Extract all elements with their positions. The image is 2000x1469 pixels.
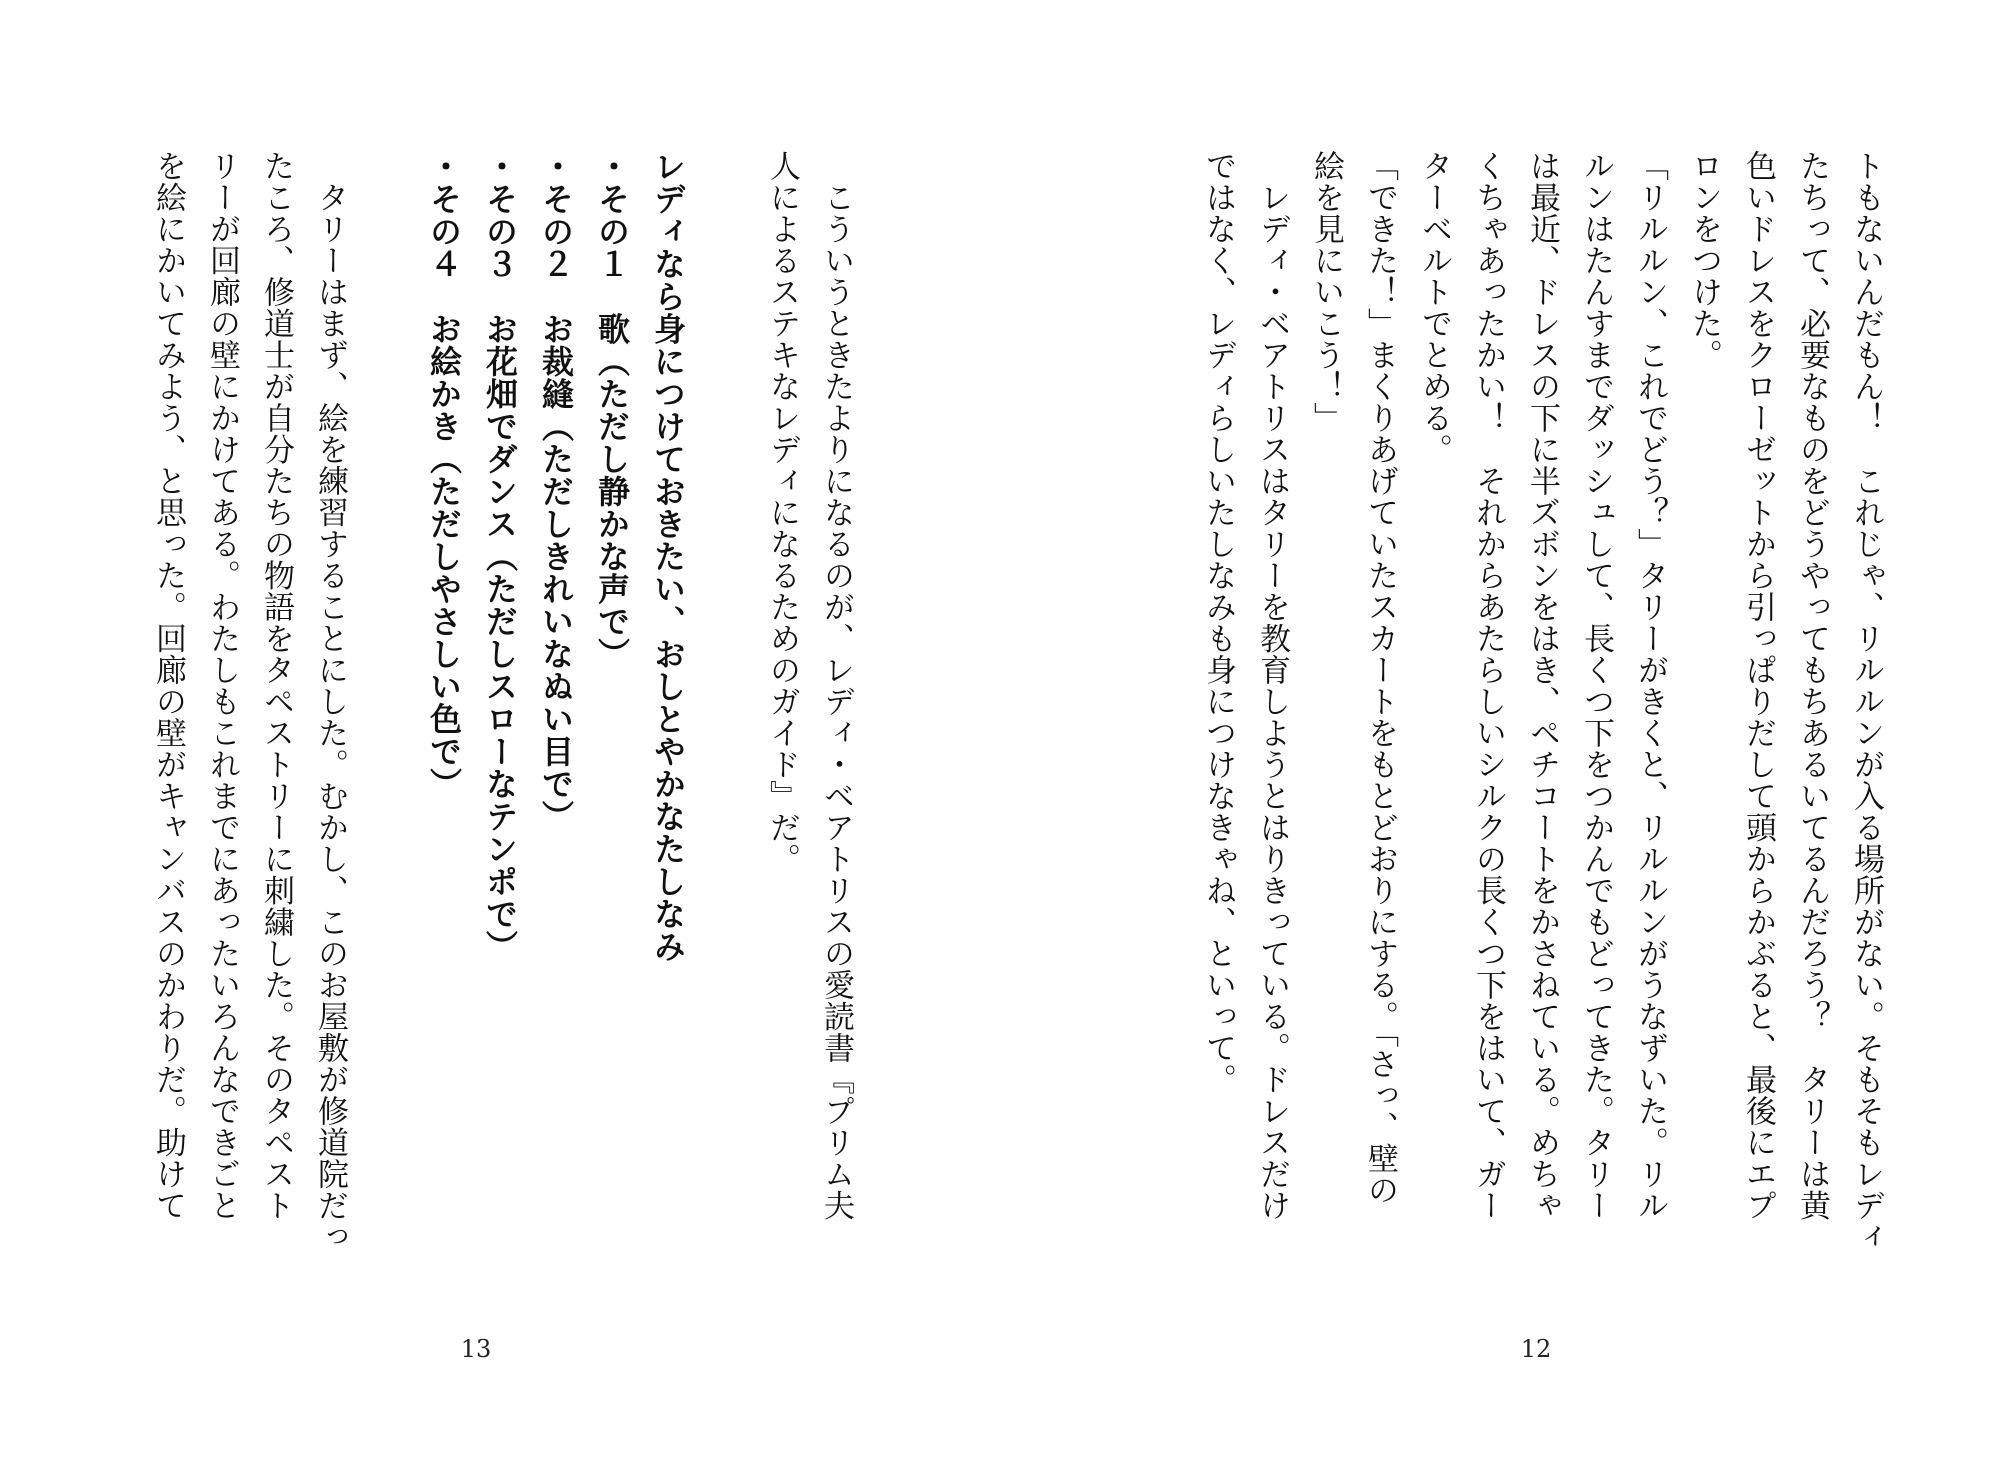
page-number: 12 <box>1520 1335 1552 1363</box>
text-line: ロンをつけた。 <box>1686 150 1722 371</box>
text-line: レディ・ベアトリスはタリーを教育しようとはりきっている。ドレスだけ <box>1254 150 1290 1221</box>
list-item: ・その２ お裁縫（ただしきれいなぬい目で） <box>537 150 575 833</box>
text-line: 「できた！」まくりあげていたスカートをもとどおりにする。「さっ、壁の <box>1362 150 1398 1206</box>
text-line: ルンはたんすまでダッシュして、長くつ下をつかんでもどってきた。タリー <box>1578 150 1614 1221</box>
text-line: 絵を見にいこう！」 <box>1308 150 1344 434</box>
text-line: タリーはまず、絵を練習することにした。むかし、このお屋敷が修道院だっ <box>312 150 348 1253</box>
text-line: くちゃあったかい！ それからあたらしいシルクの長くつ下をはいて、ガー <box>1470 150 1506 1221</box>
blank-line <box>362 150 418 1270</box>
right-page <box>1000 0 2000 1469</box>
blank-line <box>700 150 756 1270</box>
text-line: を絵にかいてみよう、と思った。回廊の壁がキャンバスのかわりだ。助けて <box>150 150 186 1221</box>
list-item: ・その４ お絵かき（ただしやさしい色で） <box>425 150 463 800</box>
text-line: こういうときたよりになるのが、レディ・ベアトリスの愛読書『プリム夫 <box>818 150 854 1221</box>
page-number: 13 <box>460 1335 492 1363</box>
text-line: トもないんだもん！ これじゃ、リルルンが入る場所がない。そもそもレディ <box>1848 150 1884 1253</box>
list-item: ・その３ お花畑でダンス（ただしスローなテンポで） <box>481 150 519 963</box>
text-line: 「リルルン、これでどう？」タリーがきくと、リルルンがうなずいた。リル <box>1632 150 1668 1221</box>
list-heading: レディなら身につけておきたい、おしとやかなたしなみ <box>649 150 687 963</box>
text-line: たちって、必要なものをどうやってもちあるいてるんだろう？ タリーは黄 <box>1794 150 1830 1221</box>
text-line: たころ、修道士が自分たちの物語をタペストリーに刺繍した。そのタペスト <box>258 150 294 1221</box>
text-line: 人によるステキなレディになるためのガイド』だ。 <box>764 150 800 875</box>
text-line: ではなく、レディらしいたしなみも身につけなきゃね、といって。 <box>1200 150 1236 1095</box>
text-line: ターベルトでとめる。 <box>1416 150 1452 465</box>
text-line: は最近、ドレスの下に半ズボンをはき、ペチコートをかさねている。めちゃ <box>1524 150 1560 1221</box>
list-item: ・その１ 歌（ただし静かな声で） <box>593 150 631 670</box>
text-line: リーが回廊の壁にかけてある。わたしもこれまでにあったいろんなできごと <box>204 150 240 1221</box>
text-line: 色いドレスをクローゼットから引っぱりだして頭からかぶると、最後にエプ <box>1740 150 1776 1221</box>
